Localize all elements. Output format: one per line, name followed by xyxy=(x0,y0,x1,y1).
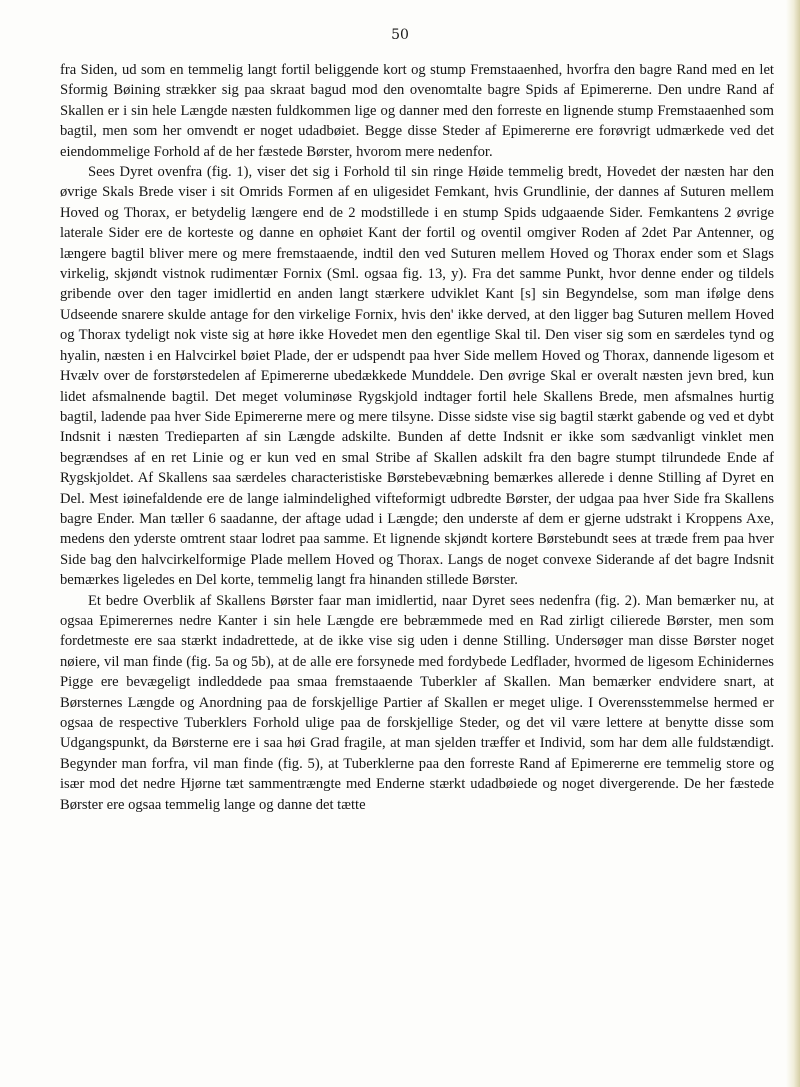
page-edge-shadow xyxy=(786,0,800,1087)
paragraph-dorsal-view: Sees Dyret ovenfra (fig. 1), viser det sig i Forhold til sin ringe Høide temmelig bredt, Hovedet der næsten har den øvrige Skals Brede viser i sit Omrids Formen af en uligesidet Femkant, hvis Grundlinie, der dannes af Suturen mellem Hoved og Thorax, er betydelig længere end de 2 modstillede i en stump Spids udgaaende Sider. Femkantens 2 øvrige laterale Sider ere de korteste og danne en ophøiet Kant der fortil og oventil omgiver Roden af 2det Par Antenner, og længere bagtil bliver mere og mere fremstaaende, indtil den ved Suturen mellem Hoved og Thorax ender som et Slags virkelig, skjøndt vistnok rudimentær Fornix (Sml. ogsaa fig. 13, y). Fra det samme Punkt, hvor denne ender og tildels gribende over den tager imidlertid en anden langt stærkere udviklet Kant [s] sin Begyndelse, som man ifølge dens Udseende snarere skulde antage for den virkelige Fornix, hvis den' ikke derved, at den ligger bag Suturen mellem Hoved og Thorax tydeligt nok viste sig at høre ikke Hovedet men den egentlige Skal til. Den viser sig som en særdeles tynd og hyalin, næsten i en Halvcirkel bøiet Plade, der er udspendt paa hver Side mellem Hoved og Thorax, dannende ligesom et Hvælv over de forstørstedelen af Epimererne ubedækkede Munddele. Den øvrige Skal er overalt næsten jevn bred, kun lidet afsmalnende bagtil. Det meget voluminøse Rygskjold indtager fortil hele Skallens Brede, men afsmalnes hurtig bagtil, ladende paa hver Side Epimererne mere og mere tilsyne. Disse sidste vise sig bagtil stærkt gabende og ved et dybt Indsnit i næsten Tredieparten af sin Længde adskilte. Bunden af dette Indsnit er ikke som sædvanligt vinklet men begrændses af en ret Linie og er kun ved en smal Stribe af Skallen adskilt fra den bagre stumpt tilrundede Ende af Rygskjoldet. Af Skallens saa særdeles characteristiske Børstebevæbning bemærkes allerede i denne Stilling af Dyret en Del. Mest iøinefaldende ere de lange ialmindelighed vifteformigt udbredte Børster, der udgaa paa hver Side fra Skallens bagre Ender. Man tæller 6 saadanne, der aftage udad i Længde; den underste af dem er gjerne udstrakt i Kroppens Axe, medens den yderste omtrent staar lodret paa samme. Et lignende skjøndt kortere Børstebundt sees at træde frem paa hver Side bag den halvcirkelformige Plade mellem Hoved og Thorax. Langs de noget convexe Siderande af det bagre Indsnit bemærkes ligeledes en Del korte, temmelig langt fra hinanden stillede Børster. xyxy=(60,164,774,589)
paragraph-ventral-view: Et bedre Overblik af Skallens Børster faar man imidlertid, naar Dyret sees nedenfra (fig. 2). Man bemærker nu, at ogsaa Epimerernes nedre Kanter i sin hele Længde ere bebræmmede med en Rad zirligt cilierede Børster, men som fordetmeste ere saa stærkt indadrettede, at de ikke vise sig uden i denne Stilling. Undersøger man disse Børster noget nøiere, vil man finde (fig. 5a og 5b), at de alle ere forsynede med fordybede Ledflader, hvormed de ligesom Echinidernes Pigge ere bevægeligt indleddede paa smaa fremstaaende Tuberkler af Skallen. Man bemærker endvidere snart, at Børsternes Længde og Anordning paa de forskjellige Partier af Skallen er meget ulige. I Overensstemmelse hermed er ogsaa de respective Tuberklers Forhold ulige paa de forskjellige Steder, og det vil være lettere at benytte disse som Udgangspunkt, da Børsterne ere i saa høi Grad fragile, at man sjelden træffer et Individ, som har dem alle fuldstændigt. Begynder man forfra, vil man finde (fig. 5), at Tuberklerne paa den forreste Rand af Epimererne ere temmelig store og især mod det nedre Hjørne tæt sammentrængte med Enderne stærkt udadbøiede og noget divergerende. De her fæstede Børster ere ogsaa temmelig lange og danne det tætte xyxy=(60,592,774,813)
page-number: 50 xyxy=(391,27,409,43)
body-text xyxy=(60,60,774,815)
paragraph-continuation: fra Siden, ud som en temmelig langt fortil beliggende kort og stump Fremstaaenhed, hvorfra den bagre Rand med en let Sformig Bøining strækker sig paa skraat bagud mod den ovenomtalte bagre Spids af Epimererne. Den undre Rand af Skallen er i sin hele Længde næsten fuldkommen lige og danner med den forreste en lignende stump Fremstaaenhed som bagtil, men som her omvendt er noget udadbøiet. Begge disse Steder af Epimererne ere forøvrigt udmærkede ved det eiendommelige Forhold af de her fæstede Børster, hvorom mere nedenfor. xyxy=(60,62,774,160)
